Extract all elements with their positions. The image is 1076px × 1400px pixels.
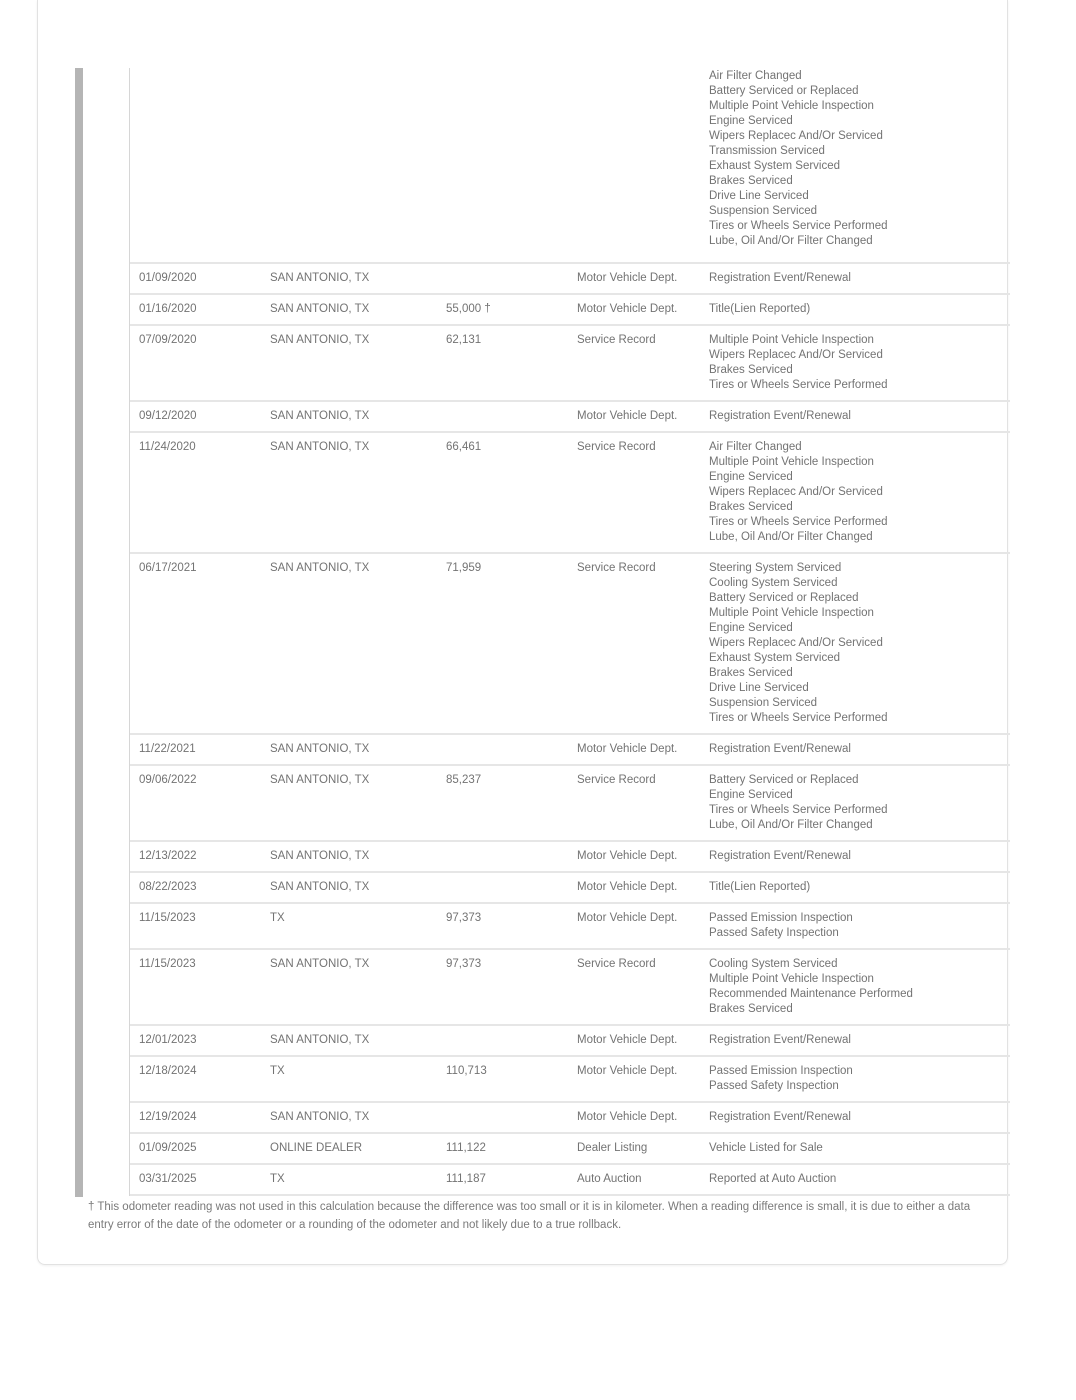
detail-line: Passed Safety Inspection — [709, 1080, 839, 1092]
row-location: TX — [270, 1173, 285, 1185]
detail-line: Lube, Oil And/Or Filter Changed — [709, 235, 873, 247]
table-row — [130, 1103, 1010, 1134]
detail-line: Air Filter Changed — [709, 70, 802, 82]
row-date: 01/09/2020 — [139, 272, 197, 284]
detail-line: Lube, Oil And/Or Filter Changed — [709, 819, 873, 831]
detail-line: Passed Safety Inspection — [709, 927, 839, 939]
detail-line: Vehicle Listed for Sale — [709, 1142, 823, 1154]
row-date: 09/06/2022 — [139, 774, 197, 786]
detail-line: Battery Serviced or Replaced — [709, 85, 859, 97]
row-source: Motor Vehicle Dept. — [577, 912, 678, 924]
row-details — [709, 409, 851, 424]
table-row — [130, 68, 1010, 264]
table-row — [130, 554, 1010, 735]
table-row — [130, 326, 1010, 402]
row-source: Motor Vehicle Dept. — [577, 272, 678, 284]
row-details — [709, 440, 888, 545]
row-details — [709, 1064, 853, 1094]
detail-line: Battery Serviced or Replaced — [709, 774, 859, 786]
row-date: 11/24/2020 — [139, 441, 196, 453]
row-location: SAN ANTONIO, TX — [270, 334, 370, 346]
row-location: SAN ANTONIO, TX — [270, 774, 370, 786]
row-date: 11/15/2023 — [139, 958, 196, 970]
row-details — [709, 911, 853, 941]
row-date: 12/19/2024 — [139, 1111, 197, 1123]
odometer-footnote: † This odometer reading was not used in this calculation because the difference was too small or it is in kilometer. When a reading difference is small, it is due to either a data entry error of the date of the odometer or a rounding of the odometer and not likely due to a true rollback. — [88, 1201, 971, 1231]
detail-line: Tires or Wheels Service Performed — [709, 379, 888, 391]
row-location: SAN ANTONIO, TX — [270, 743, 370, 755]
row-odometer: 110,713 — [446, 1065, 487, 1077]
detail-line: Tires or Wheels Service Performed — [709, 712, 888, 724]
detail-line: Exhaust System Serviced — [709, 652, 841, 664]
detail-line: Air Filter Changed — [709, 441, 802, 453]
row-details — [709, 1110, 851, 1125]
detail-line: Title(Lien Reported) — [709, 881, 811, 893]
row-details — [709, 1033, 851, 1048]
detail-line: Recommended Maintenance Performed — [709, 988, 913, 1000]
detail-line: Drive Line Serviced — [709, 682, 809, 694]
row-date: 01/09/2025 — [139, 1142, 197, 1154]
row-date: 11/15/2023 — [139, 912, 196, 924]
detail-line: Brakes Serviced — [709, 1003, 793, 1015]
row-date: 11/22/2021 — [139, 743, 196, 755]
detail-line: Brakes Serviced — [709, 501, 793, 513]
row-odometer: 97,373 — [446, 912, 482, 924]
table-row — [130, 842, 1010, 873]
row-location: SAN ANTONIO, TX — [270, 272, 370, 284]
row-source: Motor Vehicle Dept. — [577, 410, 678, 422]
detail-line: Transmission Serviced — [709, 145, 825, 157]
detail-line: Tires or Wheels Service Performed — [709, 220, 888, 232]
row-odometer: 85,237 — [446, 774, 482, 786]
detail-line: Registration Event/Renewal — [709, 850, 851, 862]
row-source: Motor Vehicle Dept. — [577, 1065, 678, 1077]
row-date: 03/31/2025 — [139, 1173, 197, 1185]
detail-line: Multiple Point Vehicle Inspection — [709, 607, 874, 619]
detail-line: Drive Line Serviced — [709, 190, 809, 202]
table-row — [130, 735, 1010, 766]
table-row — [130, 904, 1010, 950]
detail-line: Engine Serviced — [709, 115, 793, 127]
row-details — [709, 1141, 823, 1156]
row-location: SAN ANTONIO, TX — [270, 410, 370, 422]
row-date: 06/17/2021 — [139, 562, 197, 574]
row-location: SAN ANTONIO, TX — [270, 1111, 370, 1123]
row-details — [709, 773, 888, 833]
row-location: SAN ANTONIO, TX — [270, 850, 370, 862]
row-date: 01/16/2020 — [139, 303, 197, 315]
detail-line: Brakes Serviced — [709, 364, 793, 376]
detail-line: Reported at Auto Auction — [709, 1173, 837, 1185]
row-odometer: 111,187 — [446, 1173, 486, 1185]
row-source: Service Record — [577, 441, 656, 453]
row-date: 07/09/2020 — [139, 334, 197, 346]
detail-line: Engine Serviced — [709, 789, 793, 801]
row-details — [709, 880, 810, 895]
row-location: SAN ANTONIO, TX — [270, 881, 370, 893]
table-row — [130, 1134, 1010, 1165]
table-row — [130, 1057, 1010, 1103]
detail-line: Cooling System Serviced — [709, 958, 838, 970]
row-source: Service Record — [577, 774, 656, 786]
detail-line: Battery Serviced or Replaced — [709, 592, 859, 604]
table-row — [130, 295, 1010, 326]
row-odometer: 71,959 — [446, 562, 482, 574]
detail-line: Wipers Replacec And/Or Serviced — [709, 349, 883, 361]
row-source: Auto Auction — [577, 1173, 642, 1185]
table-row — [130, 950, 1010, 1026]
row-source: Motor Vehicle Dept. — [577, 743, 678, 755]
row-location: SAN ANTONIO, TX — [270, 303, 370, 315]
row-date: 09/12/2020 — [139, 410, 197, 422]
row-details — [709, 1172, 836, 1187]
row-location: TX — [270, 912, 285, 924]
detail-line: Suspension Serviced — [709, 697, 818, 709]
row-odometer: 66,461 — [446, 441, 482, 453]
detail-line: Title(Lien Reported) — [709, 303, 811, 315]
row-source: Motor Vehicle Dept. — [577, 850, 678, 862]
detail-line: Registration Event/Renewal — [709, 743, 851, 755]
row-location: TX — [270, 1065, 285, 1077]
detail-line: Tires or Wheels Service Performed — [709, 516, 888, 528]
detail-line: Passed Emission Inspection — [709, 1065, 853, 1077]
row-source: Motor Vehicle Dept. — [577, 881, 678, 893]
detail-line: Engine Serviced — [709, 622, 793, 634]
detail-line: Lube, Oil And/Or Filter Changed — [709, 531, 873, 543]
row-location: SAN ANTONIO, TX — [270, 562, 370, 574]
row-odometer: 111,122 — [446, 1142, 486, 1154]
table-row — [130, 766, 1010, 842]
row-location: SAN ANTONIO, TX — [270, 441, 370, 453]
row-date: 12/18/2024 — [139, 1065, 197, 1077]
detail-line: Passed Emission Inspection — [709, 912, 853, 924]
detail-line: Registration Event/Renewal — [709, 1111, 851, 1123]
row-details — [709, 271, 851, 286]
row-source: Service Record — [577, 334, 656, 346]
row-details — [709, 742, 851, 757]
row-location: ONLINE DEALER — [270, 1142, 363, 1154]
row-odometer: 97,373 — [446, 958, 482, 970]
detail-line: Tires or Wheels Service Performed — [709, 804, 888, 816]
row-details — [709, 561, 888, 726]
row-details — [709, 957, 913, 1017]
detail-line: Multiple Point Vehicle Inspection — [709, 456, 874, 468]
row-details — [709, 849, 851, 864]
table-row — [130, 873, 1010, 904]
row-odometer: 55,000 † — [446, 303, 491, 315]
row-date: 12/13/2022 — [139, 850, 197, 862]
row-source: Service Record — [577, 562, 656, 574]
row-location: SAN ANTONIO, TX — [270, 1034, 370, 1046]
row-source: Service Record — [577, 958, 656, 970]
row-odometer: 62,131 — [446, 334, 482, 346]
detail-line: Steering System Serviced — [709, 562, 842, 574]
detail-line: Registration Event/Renewal — [709, 272, 851, 284]
row-details — [709, 302, 810, 317]
detail-line: Wipers Replacec And/Or Serviced — [709, 130, 883, 142]
row-source: Dealer Listing — [577, 1142, 648, 1154]
table-row — [130, 1165, 1010, 1196]
row-source: Motor Vehicle Dept. — [577, 1111, 678, 1123]
timeline-bar — [75, 68, 83, 1197]
detail-line: Registration Event/Renewal — [709, 1034, 851, 1046]
detail-line: Cooling System Serviced — [709, 577, 838, 589]
detail-line: Multiple Point Vehicle Inspection — [709, 334, 874, 346]
row-details — [709, 333, 888, 393]
row-details — [709, 69, 888, 249]
detail-line: Wipers Replacec And/Or Serviced — [709, 486, 883, 498]
detail-line: Multiple Point Vehicle Inspection — [709, 973, 874, 985]
detail-line: Exhaust System Serviced — [709, 160, 841, 172]
row-source: Motor Vehicle Dept. — [577, 1034, 678, 1046]
detail-line: Wipers Replacec And/Or Serviced — [709, 637, 883, 649]
detail-line: Suspension Serviced — [709, 205, 818, 217]
table-row — [130, 433, 1010, 554]
detail-line: Brakes Serviced — [709, 667, 793, 679]
row-date: 12/01/2023 — [139, 1034, 197, 1046]
detail-line: Multiple Point Vehicle Inspection — [709, 100, 874, 112]
row-source: Motor Vehicle Dept. — [577, 303, 678, 315]
row-location: SAN ANTONIO, TX — [270, 958, 370, 970]
table-row — [130, 1026, 1010, 1057]
table-row — [130, 402, 1010, 433]
detail-line: Brakes Serviced — [709, 175, 793, 187]
detail-line: Engine Serviced — [709, 471, 793, 483]
row-date: 08/22/2023 — [139, 881, 197, 893]
history-table — [129, 68, 1010, 1196]
table-row — [130, 264, 1010, 295]
detail-line: Registration Event/Renewal — [709, 410, 851, 422]
